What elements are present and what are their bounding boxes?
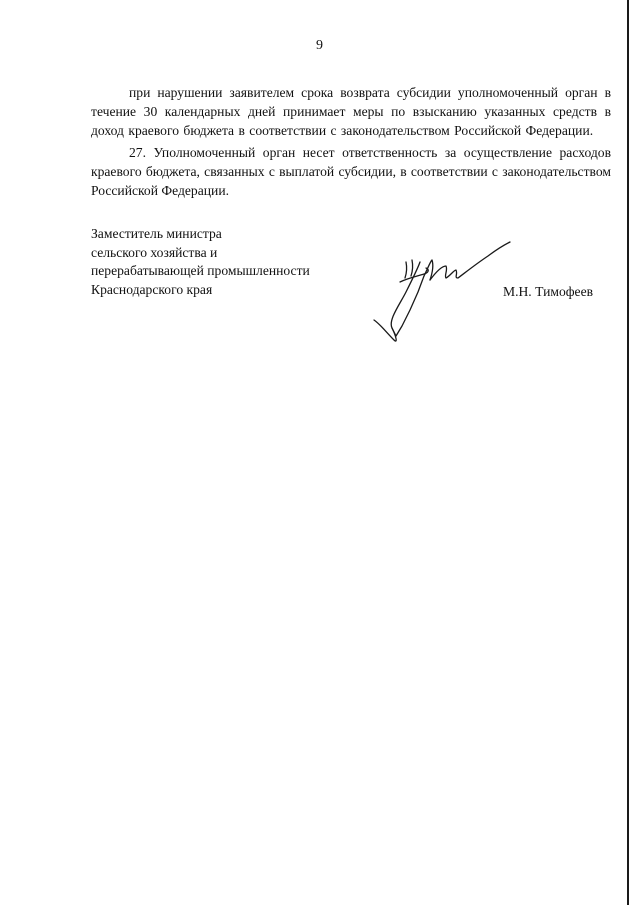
signatory-title-line: Заместитель министра	[91, 226, 222, 241]
signatory-name: М.Н. Тимофеев	[503, 284, 594, 299]
signatory-title-line: перерабатывающей промышленности	[91, 263, 310, 278]
signatory-title-line: Краснодарского края	[91, 281, 213, 297]
signatory-title-line: сельского хозяйства и	[91, 244, 218, 260]
handwritten-signature	[366, 232, 516, 350]
page-edge-line	[627, 0, 629, 905]
signatory-title	[91, 225, 310, 299]
page-number: 9	[316, 38, 323, 53]
paragraph-subsidy-return: при нарушении заявителем срока возврата субсидии уполномоченный орган в течение 30 календарных дней принимает меры по взысканию указанных средств в доход краевого бюджета в соответствии с законодательством Российской Федерации.	[91, 85, 611, 138]
paragraph-27-responsibility: 27. Уполномоченный орган несет ответственность за осуществление расходов краевого бюджета, связанных с выплатой субсидии, в соответствии с законодательством Российской Федерации.	[91, 145, 611, 198]
